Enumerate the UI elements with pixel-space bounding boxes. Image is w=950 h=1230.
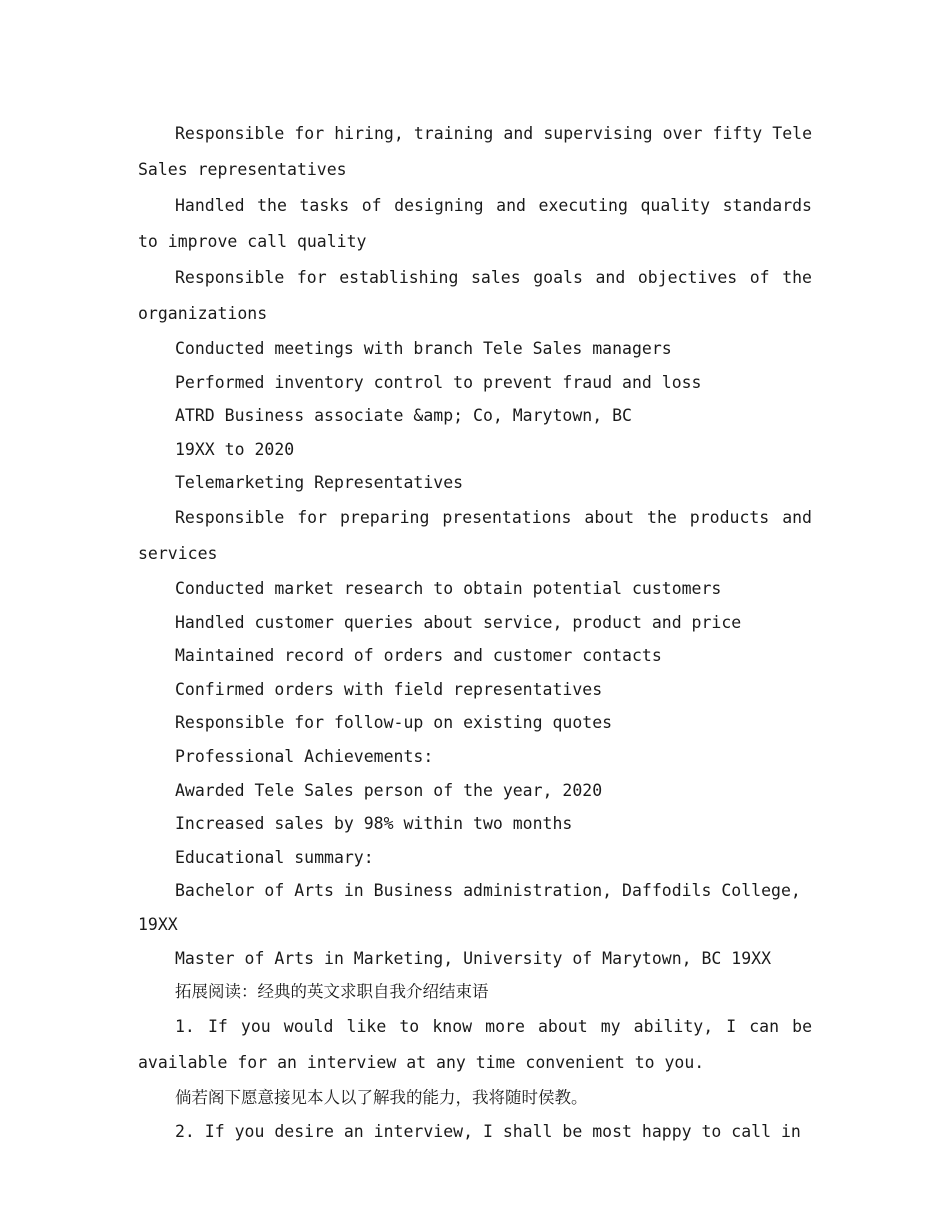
paragraph: Conducted meetings with branch Tele Sales managers: [175, 339, 672, 358]
paragraph: Responsible for hiring, training and supervising over fifty Tele Sales representatives: [138, 124, 812, 179]
paragraph: Handled the tasks of designing and executing quality standards to improve call quality: [138, 196, 812, 251]
paragraph: Increased sales by 98% within two months: [175, 814, 573, 834]
paragraph: Confirmed orders with field representatives: [175, 679, 603, 699]
paragraph: 倘若阁下愿意接见本人以了解我的能力，我将随时侯教。: [175, 1087, 588, 1107]
paragraph: Maintained record of orders and customer contacts: [175, 646, 662, 666]
section-heading: Educational summary:: [175, 847, 374, 867]
paragraph: Telemarketing Representatives: [175, 473, 464, 493]
section-heading: 拓展阅读：经典的英文求职自我介绍结束语: [175, 982, 489, 1002]
paragraph: Handled customer queries about service, product and price: [175, 612, 742, 632]
paragraph: Responsible for establishing sales goals and objectives of the organizations: [138, 268, 812, 323]
paragraph: Performed inventory control to prevent fraud and loss: [175, 372, 702, 392]
paragraph: 1. If you would like to know more about my ability, I can be available for an interview at any time convenient to you.: [138, 1016, 812, 1072]
paragraph: 19XX to 2020: [175, 439, 295, 459]
paragraph: ATRD Business associate &amp; Co, Marytown, BC: [175, 406, 632, 426]
paragraph: Conducted market research to obtain potential customers: [175, 578, 722, 598]
paragraph: Awarded Tele Sales person of the year, 2020: [175, 780, 603, 800]
paragraph: 2. If you desire an interview, I shall be most happy to call in: [175, 1122, 801, 1142]
paragraph: Master of Arts in Marketing, University of Marytown, BC 19XX: [175, 948, 772, 968]
paragraph: Bachelor of Arts in Business administration, Daffodils College, 19XX: [138, 881, 801, 934]
paragraph: Responsible for follow-up on existing quotes: [175, 713, 613, 733]
document-body: [138, 116, 812, 1150]
paragraph: Responsible for preparing presentations about the products and services: [138, 507, 812, 563]
section-heading: Professional Achievements:: [175, 746, 434, 766]
